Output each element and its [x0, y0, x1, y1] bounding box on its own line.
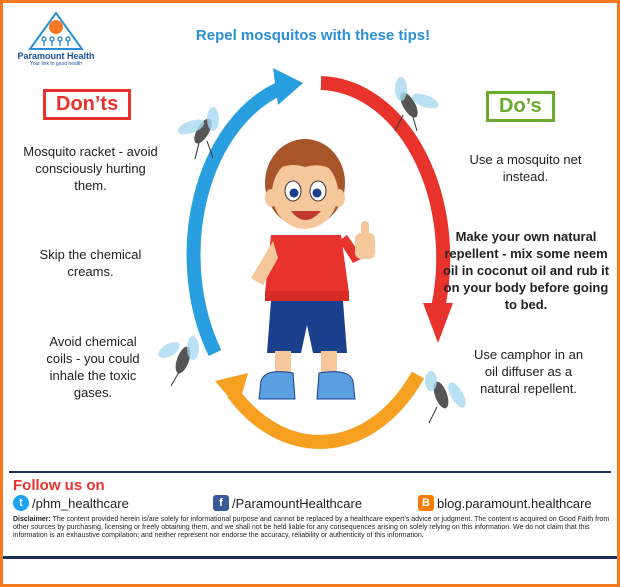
dont-tip-2: Skip the chemical creams. — [39, 247, 142, 279]
blogger-icon: B — [418, 495, 434, 511]
do-tip-2: Make your own natural repellent - mix some neem oil in coconut oil and rub it on your body before going to bed. — [442, 229, 610, 312]
facebook-icon: f — [213, 495, 229, 511]
mosquito-icon — [381, 75, 441, 135]
page-title: Repel mosquitos with these tips! — [195, 27, 431, 44]
mosquito-icon — [411, 365, 471, 425]
blue-arrowhead-icon — [273, 68, 303, 105]
twitter-handle: /phm_healthcare — [32, 495, 129, 511]
brand-tagline: Your link to good health — [29, 61, 83, 67]
blog-url: blog.paramount.healthcare — [437, 495, 592, 511]
logo-triangle-icon — [26, 11, 86, 51]
twitter-icon: t — [13, 495, 29, 511]
disclaimer — [13, 516, 611, 540]
follow-heading: Follow us on — [13, 477, 105, 494]
facebook-link[interactable] — [213, 495, 362, 511]
dont-tip-1: Mosquito racket - avoid consciously hurting them. — [23, 144, 158, 193]
disclaimer-label: Disclaimer: — [13, 516, 51, 523]
footer-divider — [9, 471, 611, 473]
mosquito-icon — [153, 328, 213, 388]
brand-name: Paramount Health — [17, 51, 95, 61]
mosquito-icon — [173, 103, 233, 163]
brand-logo — [11, 11, 101, 73]
donts-badge: Don’ts — [43, 89, 131, 120]
disclaimer-text: The content provided herein is/are solely for informational purpose and cannot be replaced by a healthcare expert’s advice or judgment. The content is acquired on Good Faith from other sources by purchasing, licensing or freely obtaining them, and we shall not be held liable for any consequences arising on solely relying on this information. We do not claim that this information is an exhaustive compilation; and neither represent nor endorse the accuracy, reliability or authenticity of this information. — [13, 516, 610, 539]
boy-thumbs-up-icon — [251, 139, 375, 399]
dont-tip-3: Avoid chemical coils - you could inhale the toxic gases. — [46, 334, 140, 400]
facebook-handle: /ParamountHealthcare — [232, 495, 363, 511]
footer-bottom-rule — [3, 556, 617, 559]
dos-badge: Do’s — [486, 91, 555, 122]
do-tip-1: Use a mosquito net instead. — [469, 152, 582, 184]
twitter-link[interactable] — [13, 495, 129, 511]
do-tip-3: Use camphor in an oil diffuser as a natural repellent. — [473, 347, 584, 396]
blog-link[interactable] — [418, 495, 592, 511]
